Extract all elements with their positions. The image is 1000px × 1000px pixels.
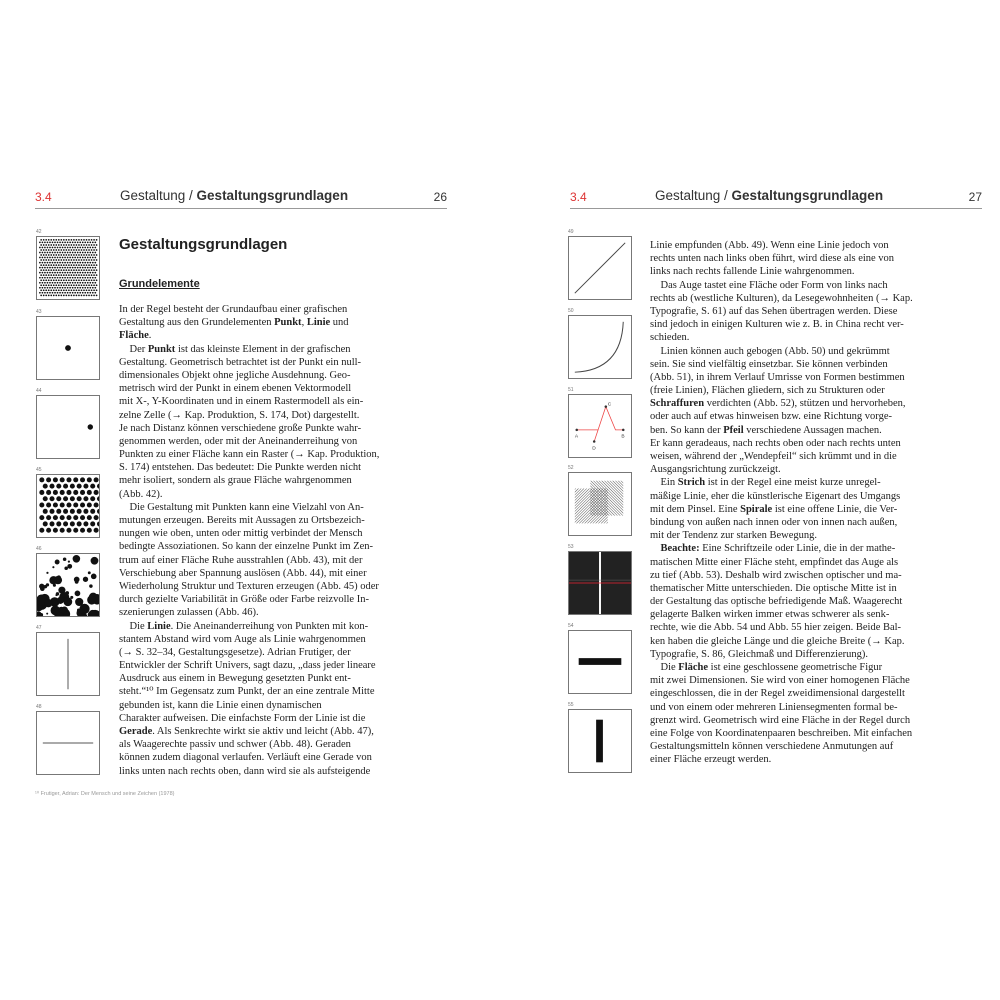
figure-label: 53 (568, 544, 574, 550)
text-segment: können zudem diagonal verlaufen. Verläuft eine Gerade von (119, 752, 372, 764)
text-line (650, 265, 985, 278)
figure-label: 48 (36, 704, 42, 710)
text-line (119, 474, 449, 487)
text-line (650, 318, 985, 331)
text-segment: Ausdruck aus einem in Bewegung gesetzten Punkt ent- (119, 673, 351, 685)
text-segment: und von einem oder mehreren Liniensegmenten formal be- (650, 701, 898, 713)
header-title-prefix: Gestaltung / (655, 188, 732, 203)
header-title-bold: Gestaltungsgrundlagen (731, 188, 884, 203)
header-title-bold: Gestaltungsgrundlagen (196, 188, 349, 203)
text-line (119, 435, 449, 448)
text-segment: zelne Zelle (→ Kap. Produktion, S. 174, Dot) dargestellt. (119, 409, 360, 421)
text-segment: In der Regel besteht der Grundaufbau einer grafischen (119, 304, 348, 315)
text-segment: ist das kleinste Element in der grafischen (175, 343, 351, 355)
figure-53-optical-center (568, 551, 632, 615)
text-line (119, 395, 449, 408)
text-line (119, 303, 449, 316)
text-segment: ken haben die gleiche Länge und die gleiche Breite (→ Kap. (650, 635, 905, 647)
text-line (650, 397, 985, 410)
text-line (119, 409, 449, 422)
text-segment: Gestaltungsmitteln können verschiedene Anmutungen auf (650, 741, 894, 753)
text-segment: (→ S. 32–34, Gestaltungsgesetze). Adrian Frutiger, der (119, 646, 351, 658)
text-segment: Der (119, 343, 148, 355)
text-segment: und (330, 317, 349, 329)
text-line (650, 463, 985, 476)
figure-47-vertical-line (36, 632, 100, 696)
figure-52-hatching (568, 472, 632, 536)
text-segment: trum auf einer Fläche Ruhe ausstrahlen (Abb. 43), mit der (119, 554, 363, 566)
figure-label: 42 (36, 229, 42, 235)
text-line (650, 714, 985, 727)
text-segment: verschiedene Aussagen machen. (743, 424, 882, 436)
text-segment: (Abb. 42). (119, 488, 163, 500)
text-segment: eingeschlossen, die in der Regel zweidimensional dargestellt (650, 688, 905, 700)
text-segment: genommen werden, oder mit der Aneinanderreihung von (119, 435, 358, 447)
text-line (119, 738, 449, 751)
text-segment: sein. Sie sind vielfältig einsetzbar. Sie können verbinden (650, 358, 888, 370)
text-segment: rechte, wie die Abb. 54 und Abb. 55 hier zeigen. Beide Bal- (650, 622, 902, 634)
text-segment: einer Fläche erzeugt werden. (650, 754, 772, 766)
text-line (650, 305, 985, 318)
text-segment: mit zwei Dimensionen. Sie wird von einer homogenen Fläche (650, 675, 910, 687)
bold-term: Spirale (740, 503, 773, 515)
text-segment: der Gestaltung das optische befriedigende Maß. Waagerecht (650, 596, 903, 608)
figure-label: 49 (568, 229, 574, 235)
header-title (655, 188, 883, 203)
text-line (650, 252, 985, 265)
text-segment: Wiederholung Struktur und Texturen erzeugen (Abb. 45) oder (119, 580, 379, 592)
text-line (119, 751, 449, 764)
figure-label: 52 (568, 465, 574, 471)
page-heading: Gestaltungsgrundlagen (119, 236, 288, 253)
bold-term: Gerade (119, 726, 153, 737)
text-line (119, 514, 449, 527)
text-line (650, 556, 985, 569)
text-line (650, 371, 985, 384)
text-segment: Ein (650, 477, 678, 489)
text-segment: zu tief (Abb. 53). Deshalb wird zwischen optischer und ma- (650, 569, 902, 581)
text-line (650, 424, 985, 437)
text-line (650, 687, 985, 700)
figure-45-dot-pattern (36, 474, 100, 538)
text-line (650, 595, 985, 608)
text-line (119, 369, 449, 382)
bold-term: Punkt (147, 343, 176, 355)
bold-term: Punkt (274, 317, 302, 329)
text-line (119, 329, 449, 342)
figure-51-connecting-lines (568, 394, 632, 458)
figure-48-horizontal-line (36, 711, 100, 775)
text-segment: Entwickler der Schrift Univers, sagt dazu, „dass jeder lineare (119, 660, 376, 672)
text-line (650, 608, 985, 621)
text-segment: rechts unten nach links oben führt, wird diese als eine von (650, 253, 895, 265)
text-segment: nungen wie oben, unten oder mittig verbindet der Mensch (119, 528, 363, 540)
text-line (119, 356, 449, 369)
text-line (650, 503, 985, 516)
figure-label: 55 (568, 702, 574, 708)
text-segment: thematischer Mitte unterschieden. Die optische Mitte ist in (650, 582, 897, 594)
right-page (550, 0, 1000, 1000)
figure-label: 47 (36, 625, 42, 631)
figure-label: 51 (568, 387, 574, 393)
text-segment: ben. So kann der (650, 424, 724, 436)
text-line (119, 580, 449, 593)
text-line (119, 620, 449, 633)
text-segment: Verschiebung aber Spannung auslösen (Abb. 44), mit einer (119, 567, 367, 579)
text-line (119, 488, 449, 501)
figure-label: 43 (36, 309, 42, 315)
bold-term: Schraffuren (650, 398, 705, 410)
page-number: 27 (968, 190, 982, 204)
text-line (119, 646, 449, 659)
text-segment: ist in der Regel eine meist kurze unregel- (705, 477, 881, 489)
text-segment: . Als Senkrechte wirkt sie aktiv und leicht (Abb. 47), (152, 726, 374, 737)
body-text (650, 239, 985, 767)
text-segment: S. 174) entstehen. Das bedeutet: Die Punkte werden nicht (119, 462, 362, 474)
text-segment: schieden. (650, 332, 690, 344)
text-line (119, 554, 449, 567)
text-line (119, 540, 449, 553)
text-segment: szenierungen zulassen (Abb. 46). (119, 607, 259, 619)
text-line (650, 331, 985, 344)
figure-49-diagonal-line (568, 236, 632, 300)
text-segment: Das Auge tastet eine Fläche oder Form von links nach (650, 279, 888, 291)
bold-term: Beachte: (660, 543, 700, 555)
text-line (119, 712, 449, 725)
text-segment: Linien können auch gebogen (Abb. 50) und gekrümmt (650, 345, 890, 357)
figure-44-offset-dot (36, 395, 100, 459)
text-line (650, 292, 985, 305)
text-line (650, 542, 985, 555)
figure-50-curved-line (568, 315, 632, 379)
section-subheading: Grundelemente (119, 278, 200, 290)
text-segment: Typografie, S. 61) auf das Sehen übertragen werden. Diese (650, 305, 898, 317)
text-line (650, 239, 985, 252)
text-line (650, 661, 985, 674)
header-title-prefix: Gestaltung / (120, 188, 197, 203)
text-line (119, 422, 449, 435)
text-segment: Typografie, S. 86, Gleichmaß und Differenzierung). (650, 648, 869, 660)
fig51-point-label: D (592, 446, 596, 452)
text-segment: Er kann geradeaus, nach rechts oben oder nach rechts unten (650, 437, 901, 449)
text-segment: matischen Mitte einer Fläche steht, empfindet das Auge als (650, 556, 899, 568)
figure-54-horizontal-bar (568, 630, 632, 694)
text-segment: . (148, 330, 152, 342)
text-line (650, 674, 985, 687)
text-segment: mit dem Pinsel. Eine (650, 503, 741, 515)
text-line (119, 461, 449, 474)
text-segment: Die (119, 620, 148, 632)
text-segment: links unten nach rechts oben, dann wird sie als aufsteigende (119, 765, 371, 777)
text-line (119, 448, 449, 461)
fig51-point-label: A (574, 434, 579, 440)
text-segment: als Waagerechte passiv und schwer (Abb. 48). Geraden (119, 739, 351, 751)
text-line (650, 410, 985, 423)
text-line (119, 593, 449, 606)
text-segment: bedingte Assoziationen. So kann der einzelne Punkt im Zen- (119, 541, 373, 553)
text-segment: ist eine geschlossene geometrische Figur (708, 662, 883, 673)
page-header (570, 188, 982, 209)
bold-term: Fläche (678, 662, 709, 673)
header-title (120, 188, 348, 203)
text-line (119, 633, 449, 646)
text-line (119, 527, 449, 540)
text-line (119, 699, 449, 712)
text-line (650, 753, 985, 766)
footnote: ¹⁰ Frutiger, Adrian: Der Mensch und seine Zeichen (1978) (35, 791, 175, 797)
text-segment: durch gezielte Variabilität in Größe oder Farbe reizvolle In- (119, 594, 369, 606)
text-segment: mehr isoliert, sondern als graue Fläche wahrgenommen (119, 475, 352, 487)
text-line (650, 345, 985, 358)
figure-46-varied-dots (36, 553, 100, 617)
text-line (650, 450, 985, 463)
bold-term: Linie (306, 317, 331, 329)
text-segment: gelagerte Balken wirken immer etwas schwerer als senk- (650, 609, 890, 621)
text-segment: bindung von außen nach innen oder von innen nach außen, (650, 516, 898, 528)
text-segment: ist eine offene Linie, die Ver- (772, 503, 898, 515)
text-line (119, 725, 449, 738)
figure-55-vertical-bar (568, 709, 632, 773)
text-segment: mutungen erzeugen. Bereits mit Aussagen zu Ortsbezeich- (119, 515, 365, 526)
text-segment: Linie empfunden (Abb. 49). Wenn eine Linie jedoch von (650, 240, 889, 251)
text-segment: dimensionales Objekt ohne jegliche Ausdehnung. Geo- (119, 369, 351, 381)
text-segment: mit X-, Y-Koordinaten und in einem Rastermodell als ein- (119, 396, 364, 408)
text-line (650, 358, 985, 371)
body-text (119, 303, 449, 778)
text-line (650, 701, 985, 714)
bold-term: Linie (147, 620, 171, 632)
text-line (650, 279, 985, 292)
text-segment: mäßige Linie, eher die künstlerische Eigenart des Umgangs (650, 490, 901, 502)
text-segment: stantem Abstand wird vom Auge als Linie wahrgenommen (119, 633, 366, 645)
text-segment: Die (650, 662, 679, 673)
section-number: 3.4 (35, 190, 52, 204)
section-number: 3.4 (570, 190, 587, 204)
text-segment: Gestaltung aus den Grundelementen (119, 317, 275, 329)
text-line (650, 740, 985, 753)
figure-label: 50 (568, 308, 574, 314)
text-segment: Gestaltung. Geometrisch betrachtet ist der Punkt ein null- (119, 356, 362, 368)
figure-label: 45 (36, 467, 42, 473)
text-segment: Punkten zu einer Fläche kann ein Raster (→ Kap. Produktion, (119, 449, 380, 461)
text-line (650, 621, 985, 634)
text-line (119, 343, 449, 356)
text-line (650, 648, 985, 661)
text-segment: links nach rechts fallende Linie wahrgenommen. (650, 266, 855, 278)
text-segment: sind jedoch in einigen Kulturen wie z. B. in China recht ver- (650, 319, 904, 331)
bold-term: Strich (677, 477, 706, 489)
text-line (119, 685, 449, 698)
figure-label: 46 (36, 546, 42, 552)
text-segment: Die Gestaltung mit Punkten kann eine Vielzahl von An- (119, 501, 364, 513)
text-line (650, 384, 985, 397)
text-segment: verdichten (Abb. 52), stützen und hervorheben, (704, 398, 906, 410)
text-segment (650, 543, 661, 554)
left-page (15, 0, 485, 1000)
text-line (650, 476, 985, 489)
text-segment: gebunden ist, kann die Linie einen dynamischen (119, 699, 322, 711)
text-segment: . Die Aneinanderreihung von Punkten mit kon- (170, 620, 369, 632)
text-segment: rechts ab (westliche Kulturen), da Lesegewohnheiten (→ Kap. (650, 292, 913, 304)
fig51-point-label: C (607, 402, 612, 408)
text-line (650, 516, 985, 529)
text-segment: eine Folge von Koordinatenpaaren beschreiben. Mit einfachen (650, 727, 913, 739)
text-segment: weisen, während der „Wendepfeil“ sich krümmt und in die (650, 451, 897, 462)
page-number: 26 (433, 190, 447, 204)
text-line (650, 490, 985, 503)
figure-42-raster (36, 236, 100, 300)
text-line (119, 765, 449, 778)
figure-43-centered-dot (36, 316, 100, 380)
text-segment: Eine Schriftzeile oder Linie, die in der mathe- (699, 543, 896, 555)
text-line (119, 606, 449, 619)
text-line (119, 382, 449, 395)
text-segment: , (301, 317, 307, 329)
text-segment: mit der Tendenz zur starken Bewegung. (650, 530, 818, 542)
text-segment: (Abb. 51), in ihrem Verlauf Umrisse von Formen bestimmen (650, 371, 905, 383)
text-line (650, 727, 985, 740)
text-line (119, 501, 449, 514)
text-line (650, 635, 985, 648)
text-segment: Charakter aufweisen. Die einfachste Form der Linie ist die (119, 712, 366, 724)
text-line (650, 582, 985, 595)
text-line (650, 529, 985, 542)
text-segment: oder auch auf etwas hinweisen bzw. eine Richtung vorge- (650, 411, 893, 423)
bold-term: Pfeil (723, 424, 744, 436)
fig51-point-label: B (621, 434, 625, 440)
text-segment: (freie Linien), Flächen gliedern, sich zu Strukturen oder (650, 385, 885, 397)
text-segment: steht.“¹⁰ Im Gegensatz zum Punkt, der an eine zentrale Mitte (119, 686, 375, 698)
text-line (119, 567, 449, 580)
figure-label: 54 (568, 623, 574, 629)
text-line (650, 437, 985, 450)
text-segment: Ausgangsrichtung zurückzeigt. (650, 464, 781, 476)
text-line (119, 659, 449, 672)
page-header (35, 188, 447, 209)
text-line (650, 569, 985, 582)
text-segment: Je nach Distanz können verschiedene große Punkte wahr- (119, 422, 362, 434)
text-segment: grenzt wird. Geometrisch wird eine Fläche in der Regel durch (650, 714, 911, 726)
text-line (119, 672, 449, 685)
figure-label: 44 (36, 388, 42, 394)
text-segment: metrisch wird der Punkt in einem ebenen Vektormodell (119, 383, 352, 395)
text-line (119, 316, 449, 329)
bold-term: Fläche (119, 330, 149, 342)
